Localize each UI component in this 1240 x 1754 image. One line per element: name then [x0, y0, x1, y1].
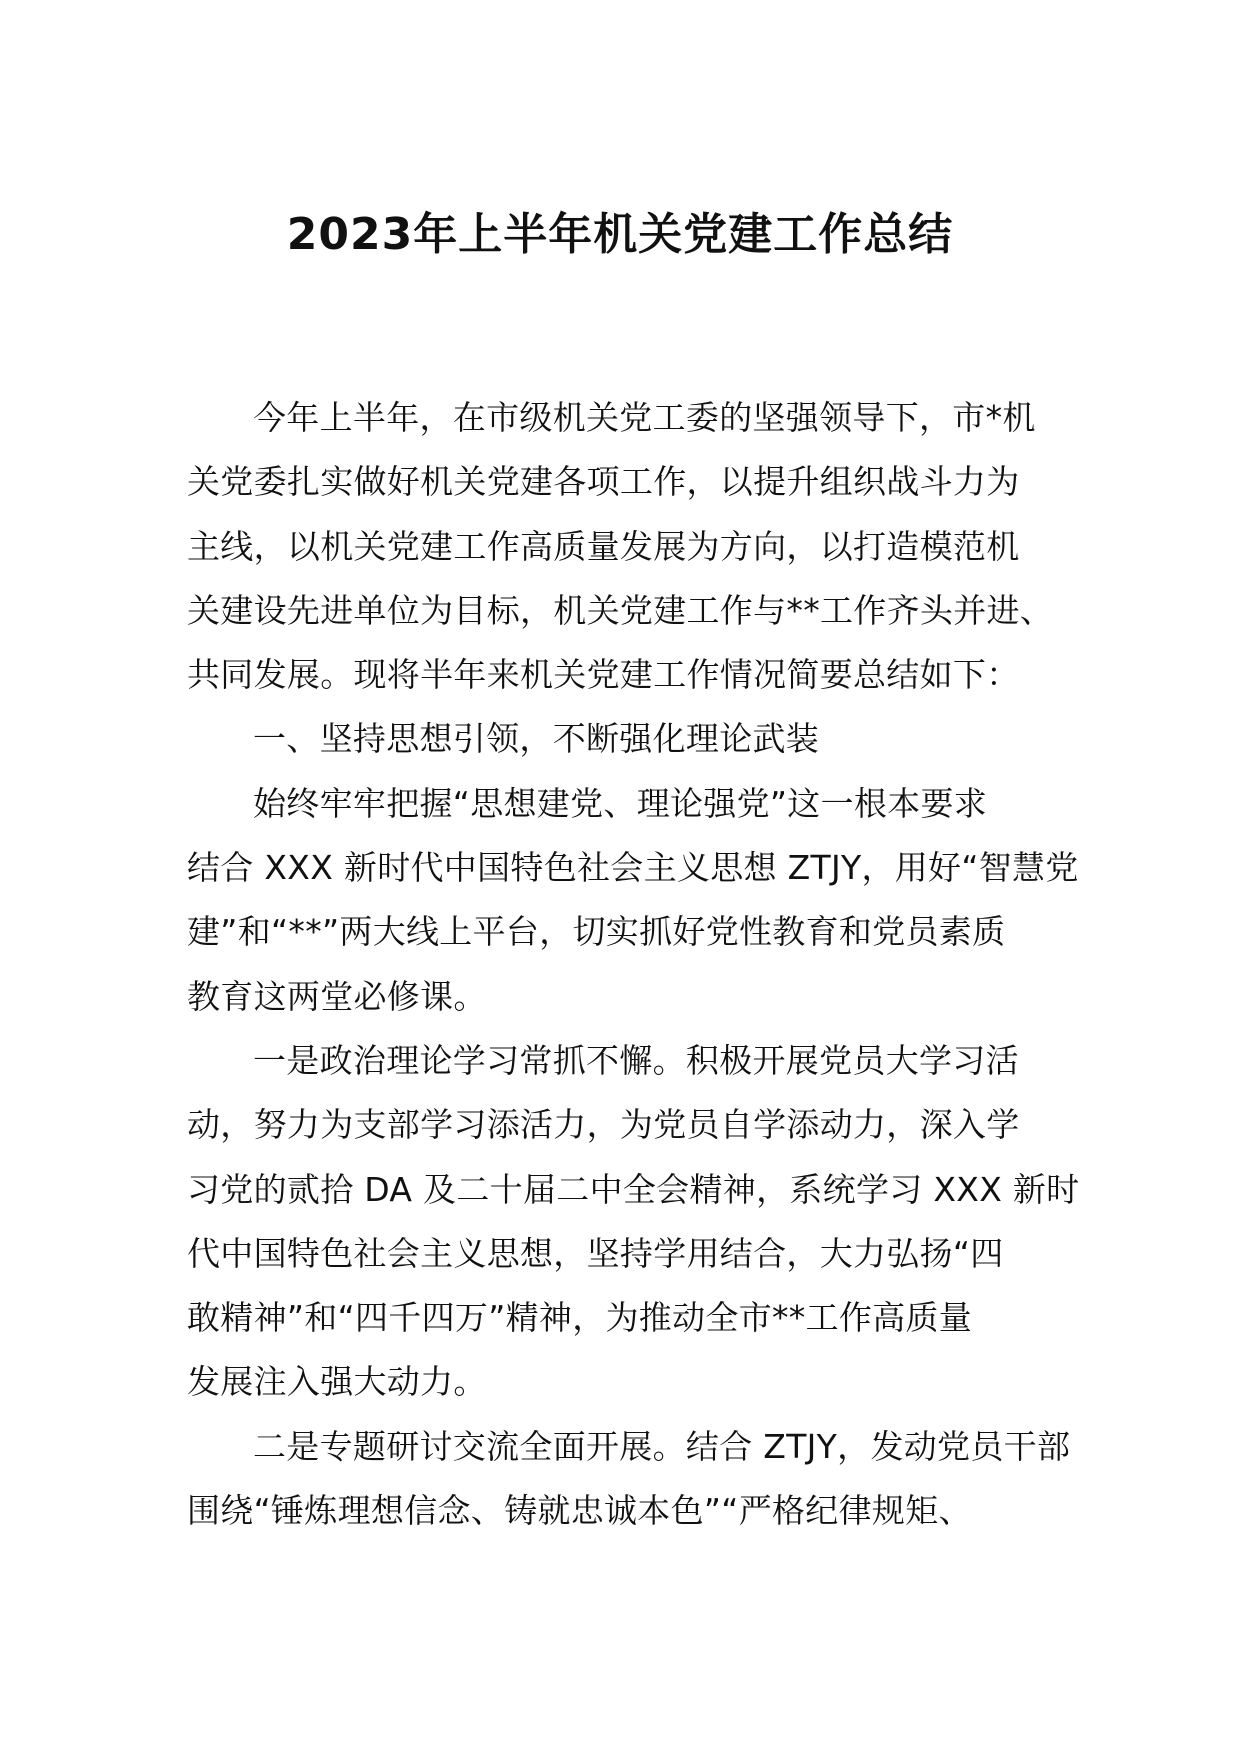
paragraph-point-1 [187, 1029, 1080, 1415]
text-line: 始终牢牢把握“思想建党、理论强党”这一根本要求 [253, 783, 988, 823]
paragraph-intro [187, 386, 1059, 707]
paragraph-point-2 [187, 1415, 1071, 1544]
document-body [187, 386, 1080, 1543]
paragraph-section-1 [187, 772, 1079, 1029]
text-line: 代中国特色社会主义思想，坚持学用结合，大力弘扬“四 [187, 1233, 1004, 1273]
text-line: 共同发展。现将半年来机关党建工作情况简要总结如下： [187, 655, 1020, 695]
text-line: 教育这两堂必修课。 [187, 976, 487, 1016]
document-title: 2023年上半年机关党建工作总结 [286, 209, 954, 260]
text-line: 今年上半年，在市级机关党工委的坚强领导下，市*机 [253, 398, 1036, 437]
text-line: 关党委扎实做好机关党建各项工作，以提升组织战斗力为 [187, 462, 1020, 502]
text-line: 围绕“锤炼理想信念、铸就忠诚本色”“严格纪律规矩、 [187, 1491, 972, 1531]
text-line: 动，努力为支部学习添活力，为党员自学添动力，深入学 [187, 1105, 1020, 1145]
text-line: 习党的贰拾 DA 及二十届二中全会精神，系统学习 XXX 新时 [187, 1169, 1080, 1209]
section-heading-1 [187, 707, 1059, 771]
text-line: 一是政治理论学习常抓不懈。积极开展党员大学习活 [253, 1040, 1019, 1080]
text-line: 建”和“**”两大线上平台，切实抓好党性教育和党员素质 [187, 912, 1006, 952]
text-line: 敢精神”和“四千四万”精神，为推动全市**工作高质量 [187, 1298, 973, 1338]
text-line: 主线，以机关党建工作高质量发展为方向，以打造模范机 [187, 526, 1020, 566]
text-line: 二是专题研讨交流全面开展。结合 ZTJY，发动党员干部 [253, 1426, 1071, 1466]
text-line: 一、坚持思想引领，不断强化理论武装 [253, 719, 820, 759]
text-line: 关建设先进单位为目标，机关党建工作与**工作齐头并进、 [187, 590, 1054, 630]
text-line: 结合 XXX 新时代中国特色社会主义思想 ZTJY，用好“智慧党 [187, 848, 1079, 888]
text-line: 发展注入强大动力。 [187, 1362, 487, 1402]
